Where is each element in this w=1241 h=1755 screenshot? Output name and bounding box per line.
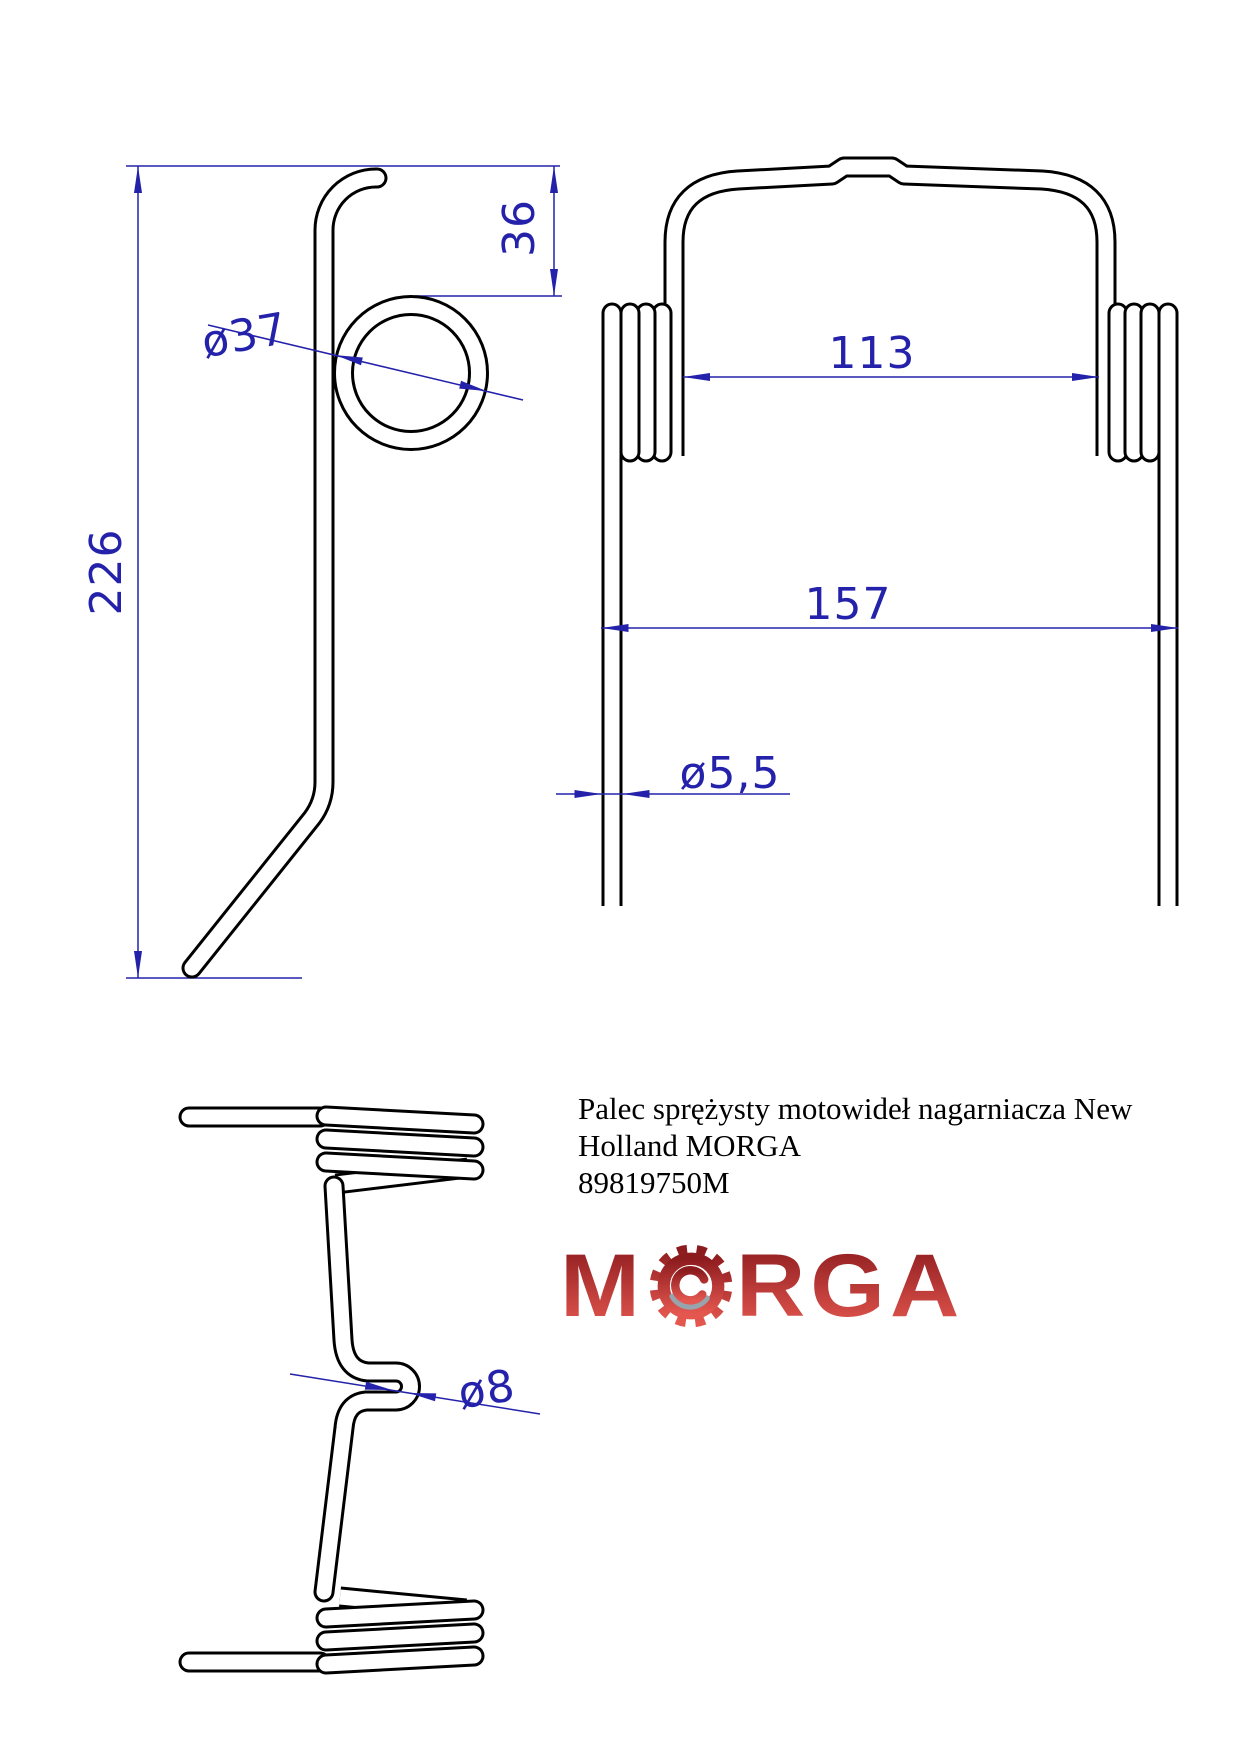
dim-label-5-5: ø5,5 — [679, 748, 781, 799]
dim-label-37: ø37 — [197, 303, 292, 369]
dim-inner-113 — [683, 328, 1099, 381]
arrow-up-icon — [550, 166, 558, 193]
arrow-down-icon — [134, 951, 142, 978]
arrow-right-icon — [1072, 373, 1099, 381]
front-view-arch — [674, 167, 1106, 456]
dim-label-226: 226 — [81, 528, 132, 616]
top-view — [189, 1116, 540, 1664]
arrow-left-icon — [623, 790, 650, 798]
dim-label-36: 36 — [494, 199, 545, 257]
arrow-left-icon — [683, 373, 710, 381]
side-view-extension-lines — [126, 166, 562, 978]
front-view-right-coil — [1118, 313, 1150, 452]
dim-outer-157 — [601, 579, 1178, 632]
part-title-block — [578, 1090, 1138, 1201]
dim-hook-36 — [494, 166, 558, 296]
dim-label-113: 113 — [828, 328, 916, 379]
arrow-icon — [365, 1382, 392, 1390]
front-view-left-coil — [630, 313, 662, 452]
arrow-up-icon — [134, 166, 142, 193]
morga-logo — [560, 1236, 964, 1336]
part-title-line1: Palec sprężysty motowideł nagarniacza New — [578, 1091, 1133, 1126]
dim-label-157: 157 — [804, 579, 892, 630]
top-view-upper-coil — [189, 1116, 474, 1184]
gear-icon — [644, 1239, 738, 1333]
dim-height-226 — [81, 166, 142, 978]
part-number: 89819750M — [578, 1165, 730, 1200]
front-view — [556, 167, 1178, 906]
dim-wire-5-5 — [556, 748, 790, 799]
part-title-line2: Holland MORGA — [578, 1128, 802, 1163]
top-view-lower-coil — [189, 1597, 474, 1664]
logo-letter-m: M — [560, 1235, 645, 1336]
dim-label-8: ø8 — [454, 1360, 519, 1420]
logo-letters-rga: RGA — [735, 1235, 965, 1336]
arrow-down-icon — [550, 269, 558, 296]
arrow-right-icon — [575, 790, 602, 798]
side-view — [81, 166, 562, 978]
